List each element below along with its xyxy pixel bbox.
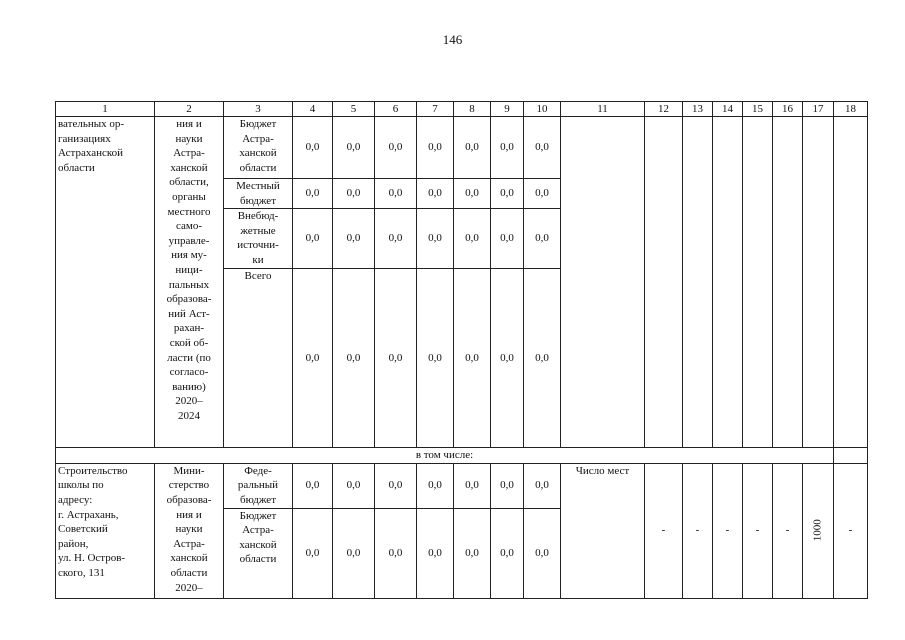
value-cell: 0,0 bbox=[333, 463, 375, 508]
indicator-value-cell bbox=[713, 117, 743, 448]
indicator-value-cell bbox=[834, 117, 868, 448]
value-cell: 0,0 bbox=[333, 269, 375, 448]
value-cell: 0,0 bbox=[333, 117, 375, 179]
value-cell: 0,0 bbox=[293, 508, 333, 598]
value-cell: 0,0 bbox=[333, 209, 375, 269]
col-header: 7 bbox=[417, 102, 454, 117]
value-cell: 0,0 bbox=[491, 269, 524, 448]
value-cell: 0,0 bbox=[454, 269, 491, 448]
value-cell: 0,0 bbox=[293, 117, 333, 179]
col-header: 5 bbox=[333, 102, 375, 117]
value-cell: 0,0 bbox=[293, 269, 333, 448]
col-header: 15 bbox=[743, 102, 773, 117]
value-cell: 0,0 bbox=[417, 508, 454, 598]
value-cell: 0,0 bbox=[491, 209, 524, 269]
page-number: 146 bbox=[442, 32, 463, 47]
value-cell: 0,0 bbox=[293, 209, 333, 269]
value-cell: 0,0 bbox=[454, 463, 491, 508]
indicator-value-cell bbox=[803, 463, 834, 598]
value-cell: 0,0 bbox=[491, 463, 524, 508]
value-cell: 0,0 bbox=[524, 269, 561, 448]
col-header: 13 bbox=[683, 102, 713, 117]
value-cell: 0,0 bbox=[417, 179, 454, 209]
indicator-value-cell bbox=[803, 117, 834, 448]
indicator-value-cell: - bbox=[645, 463, 683, 598]
value-cell: 0,0 bbox=[417, 463, 454, 508]
value-cell: 0,0 bbox=[524, 179, 561, 209]
col-header: 4 bbox=[293, 102, 333, 117]
col-header: 18 bbox=[834, 102, 868, 117]
subtotal-row bbox=[56, 448, 868, 464]
object-name-cell: Строительство школы по адресу: г. Астрахань, Советский район, ул. Н. Остров- ского, 131 bbox=[56, 463, 155, 598]
funding-source-cell: Феде- ральный бюджет bbox=[224, 463, 293, 508]
col-header: 12 bbox=[645, 102, 683, 117]
col-header: 6 bbox=[375, 102, 417, 117]
col-header: 9 bbox=[491, 102, 524, 117]
indicator-value-cell: - bbox=[683, 463, 713, 598]
col-header: 8 bbox=[454, 102, 491, 117]
funding-source-cell: Бюджет Астра- ханской области bbox=[224, 117, 293, 179]
value-cell: 0,0 bbox=[375, 117, 417, 179]
value-cell: 0,0 bbox=[454, 179, 491, 209]
rotated-value: 1000 bbox=[811, 519, 824, 542]
indicator-cell: Число мест bbox=[561, 463, 645, 598]
indicator-value-cell: - bbox=[743, 463, 773, 598]
col-header: 17 bbox=[803, 102, 834, 117]
value-cell: 0,0 bbox=[524, 508, 561, 598]
value-cell: 0,0 bbox=[333, 508, 375, 598]
col-header: 14 bbox=[713, 102, 743, 117]
indicator-value-cell bbox=[743, 117, 773, 448]
col-header: 11 bbox=[561, 102, 645, 117]
indicator-value-cell: - bbox=[773, 463, 803, 598]
col-header: 2 bbox=[155, 102, 224, 117]
col-header: 10 bbox=[524, 102, 561, 117]
executor-cell: ния и науки Астра- ханской области, органы местного само- управле- ния му- ници- пальных образова- ний Аст- рахан- ской об- ласти (по согласо- ванию) 2020– 2024 bbox=[155, 117, 224, 448]
value-cell: 0,0 bbox=[454, 117, 491, 179]
indicator-cell bbox=[561, 117, 645, 448]
funding-source-cell: Местный бюджет bbox=[224, 179, 293, 209]
col-header: 16 bbox=[773, 102, 803, 117]
value-cell: 0,0 bbox=[375, 463, 417, 508]
col-header: 1 bbox=[56, 102, 155, 117]
value-cell: 0,0 bbox=[491, 117, 524, 179]
indicator-value-cell: - bbox=[834, 463, 868, 598]
value-cell: 0,0 bbox=[454, 508, 491, 598]
value-cell: 0,0 bbox=[524, 463, 561, 508]
col-header: 3 bbox=[224, 102, 293, 117]
value-cell: 0,0 bbox=[293, 179, 333, 209]
table-row bbox=[56, 117, 868, 179]
column-number-row bbox=[56, 102, 868, 117]
in-that-number-label: в том числе: bbox=[56, 448, 834, 464]
value-cell: 0,0 bbox=[375, 508, 417, 598]
table-row bbox=[56, 463, 868, 508]
executor-cell: Мини- стерство образова- ния и науки Астра- ханской области 2020– bbox=[155, 463, 224, 598]
value-cell: 0,0 bbox=[524, 117, 561, 179]
value-cell: 0,0 bbox=[417, 269, 454, 448]
funding-source-cell: Внебюд- жетные источни- ки bbox=[224, 209, 293, 269]
funding-source-cell: Бюджет Астра- ханской области bbox=[224, 508, 293, 598]
indicator-value-cell bbox=[683, 117, 713, 448]
value-cell: 0,0 bbox=[491, 179, 524, 209]
value-cell: 0,0 bbox=[375, 179, 417, 209]
indicator-value-cell bbox=[645, 117, 683, 448]
value-cell: 0,0 bbox=[375, 209, 417, 269]
program-name-cell: вательных ор- ганизациях Астраханской области bbox=[56, 117, 155, 448]
value-cell: 0,0 bbox=[417, 117, 454, 179]
value-cell: 0,0 bbox=[333, 179, 375, 209]
indicator-value-cell bbox=[773, 117, 803, 448]
value-cell: 0,0 bbox=[454, 209, 491, 269]
value-cell: 0,0 bbox=[375, 269, 417, 448]
budget-table bbox=[55, 101, 868, 599]
value-cell: 0,0 bbox=[417, 209, 454, 269]
funding-source-cell: Всего bbox=[224, 269, 293, 448]
indicator-value-cell: - bbox=[713, 463, 743, 598]
empty-cell bbox=[834, 448, 868, 464]
value-cell: 0,0 bbox=[524, 209, 561, 269]
value-cell: 0,0 bbox=[293, 463, 333, 508]
value-cell: 0,0 bbox=[491, 508, 524, 598]
